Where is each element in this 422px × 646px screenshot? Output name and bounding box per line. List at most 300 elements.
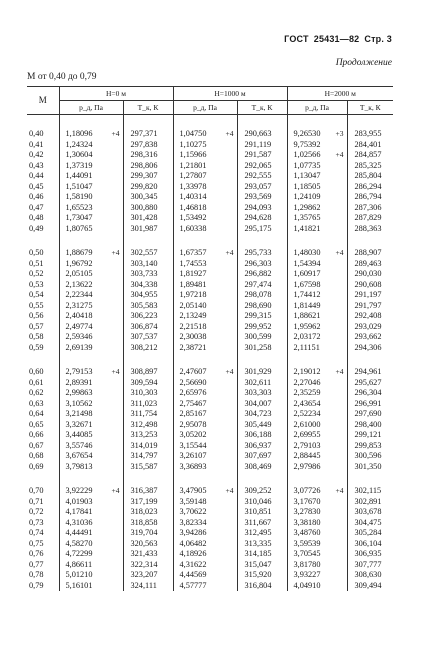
cell-pressure-h1000-value: 2,47607 (179, 367, 207, 376)
group-header-h1000: H=1000 м (173, 87, 287, 101)
cell-temp-h0 (123, 399, 173, 410)
cell-pressure-h0-value: 3,21498 (65, 409, 93, 418)
cell-pressure-h0 (59, 497, 123, 508)
cell-temp-h0-value: 318,858 (130, 517, 158, 527)
cell-temp-h0 (123, 322, 173, 333)
cell-temp-h1000-value: 306,188 (244, 430, 272, 439)
cell-pressure-h2000-value: 3,59539 (293, 538, 321, 548)
cell-temp-h2000 (347, 182, 393, 193)
col-header-p: p_д, Па (173, 101, 237, 115)
col-header-t: T_к, К (347, 101, 393, 115)
cell-mach (27, 192, 59, 203)
exponent-marker: +4 (335, 367, 344, 376)
cell-temp-h2000 (347, 539, 393, 550)
cell-pressure-h2000 (287, 367, 347, 378)
cell-mach (27, 430, 59, 441)
cell-temp-h2000 (347, 560, 393, 571)
cell-temp-h0-value: 310,303 (130, 388, 158, 397)
cell-temp-h0-value: 320,563 (130, 538, 158, 548)
cell-temp-h2000-value: 299,121 (354, 430, 382, 439)
cell-mach-value: 0,68 (29, 451, 44, 460)
table-row (27, 367, 393, 378)
cell-mach (27, 248, 59, 259)
cell-mach-value: 0,40 (29, 129, 44, 138)
exponent-marker: +4 (335, 248, 344, 257)
cell-mach (27, 129, 59, 140)
cell-pressure-h1000-value: 3,82334 (179, 517, 207, 527)
cell-pressure-h0-value: 2,22344 (65, 290, 93, 299)
cell-temp-h1000-value: 299,315 (244, 311, 272, 320)
cell-pressure-h2000 (287, 388, 347, 399)
cell-temp-h1000-value: 297,474 (244, 279, 272, 289)
cell-temp-h1000-value: 316,804 (244, 580, 272, 590)
table-row (27, 507, 393, 518)
cell-pressure-h2000 (287, 224, 347, 235)
cell-mach-value: 0,74 (29, 528, 44, 537)
cell-pressure-h2000 (287, 203, 347, 214)
col-header-t: T_к, К (237, 101, 287, 115)
cell-temp-h0 (123, 192, 173, 203)
cell-mach-value: 0,42 (29, 150, 44, 159)
cell-pressure-h2000-value: 1,74412 (293, 290, 321, 299)
cell-pressure-h1000 (173, 192, 237, 203)
cell-pressure-h0 (59, 332, 123, 343)
cell-temp-h1000-value: 312,495 (244, 528, 272, 537)
cell-mach (27, 259, 59, 270)
cell-pressure-h1000-value: 4,57777 (179, 580, 207, 590)
cell-temp-h2000-value: 288,907 (354, 248, 382, 257)
cell-pressure-h2000-value: 1,41821 (293, 223, 321, 233)
exponent-marker: +4 (335, 486, 344, 495)
cell-temp-h1000-value: 304,723 (244, 409, 272, 418)
cell-temp-h1000-value: 294,628 (244, 213, 272, 222)
cell-mach (27, 182, 59, 193)
cell-pressure-h0-value: 2,99863 (65, 388, 93, 397)
table-row (27, 539, 393, 550)
cell-temp-h0-value: 308,897 (130, 367, 158, 376)
cell-temp-h1000 (237, 539, 287, 550)
cell-temp-h1000-value: 303,303 (244, 388, 272, 397)
cell-temp-h1000 (237, 420, 287, 431)
cell-temp-h2000-value: 297,690 (354, 409, 382, 418)
cell-pressure-h0 (59, 528, 123, 539)
cell-pressure-h1000 (173, 549, 237, 560)
exponent-marker: +4 (225, 367, 234, 376)
cell-pressure-h0 (59, 486, 123, 497)
cell-pressure-h1000 (173, 388, 237, 399)
cell-temp-h1000 (237, 150, 287, 161)
cell-temp-h2000-value: 287,306 (354, 202, 382, 212)
cell-pressure-h0 (59, 507, 123, 518)
cell-pressure-h1000 (173, 462, 237, 473)
cell-pressure-h0-value: 2,89391 (65, 377, 93, 387)
cell-pressure-h0 (59, 301, 123, 312)
cell-pressure-h2000-value: 1,07735 (293, 160, 321, 170)
cell-pressure-h0-value: 2,31275 (65, 300, 93, 310)
cell-mach (27, 399, 59, 410)
cell-temp-h2000-value: 293,029 (354, 321, 382, 331)
cell-pressure-h0 (59, 322, 123, 333)
table-row (27, 203, 393, 214)
table-row (27, 497, 393, 508)
cell-pressure-h2000-value: 2,52234 (293, 409, 321, 418)
cell-temp-h0-value: 309,594 (130, 377, 158, 387)
cell-mach-value: 0,61 (29, 377, 44, 387)
cell-pressure-h1000-value: 3,05202 (179, 430, 207, 439)
cell-temp-h2000 (347, 570, 393, 581)
cell-temp-h0-value: 304,338 (130, 279, 158, 289)
cell-pressure-h0-value: 1,65523 (65, 202, 93, 212)
cell-temp-h0 (123, 248, 173, 259)
table-row (27, 224, 393, 235)
cell-pressure-h2000 (287, 570, 347, 581)
cell-pressure-h0-value: 3,92229 (65, 486, 93, 495)
cell-pressure-h2000 (287, 311, 347, 322)
cell-temp-h1000 (237, 486, 287, 497)
cell-pressure-h1000-value: 1,60338 (179, 223, 207, 233)
cell-temp-h2000 (347, 290, 393, 301)
cell-temp-h0-value: 303,140 (130, 258, 158, 268)
cell-pressure-h2000-value: 2,11151 (293, 342, 320, 352)
cell-temp-h0-value: 315,587 (130, 461, 158, 471)
cell-pressure-h0-value: 3,44085 (65, 430, 93, 439)
cell-temp-h0-value: 311,754 (130, 409, 158, 418)
cell-pressure-h1000-value: 1,53492 (179, 213, 207, 222)
cell-mach-value: 0,52 (29, 269, 44, 278)
cell-pressure-h0 (59, 518, 123, 529)
cell-temp-h1000 (237, 203, 287, 214)
cell-pressure-h0-value: 3,10562 (65, 398, 93, 408)
cell-mach (27, 367, 59, 378)
cell-temp-h2000 (347, 441, 393, 452)
cell-temp-h0 (123, 441, 173, 452)
cell-temp-h2000-value: 299,853 (354, 440, 382, 450)
cell-temp-h1000 (237, 213, 287, 224)
cell-temp-h1000-value: 313,335 (244, 538, 272, 548)
cell-pressure-h0-value: 1,73047 (65, 213, 93, 222)
cell-pressure-h2000-value: 2,79103 (293, 440, 321, 450)
table-row (27, 518, 393, 529)
cell-temp-h1000-value: 293,057 (244, 181, 272, 191)
cell-mach-value: 0,59 (29, 342, 44, 352)
cell-pressure-h1000-value: 2,95078 (179, 419, 207, 429)
range-label: М от 0,40 до 0,79 (27, 72, 97, 82)
cell-pressure-h2000-value: 2,69955 (293, 430, 321, 439)
cell-pressure-h2000-value: 9,75392 (293, 139, 321, 149)
cell-temp-h1000 (237, 462, 287, 473)
cell-temp-h0 (123, 332, 173, 343)
cell-pressure-h2000 (287, 420, 347, 431)
cell-pressure-h0 (59, 560, 123, 571)
cell-temp-h0-value: 301,428 (130, 213, 158, 222)
cell-temp-h0-value: 306,874 (130, 321, 158, 331)
cell-pressure-h1000-value: 2,65976 (179, 388, 207, 397)
cell-pressure-h0-value: 1,80765 (65, 223, 93, 233)
cell-mach (27, 343, 59, 354)
cell-temp-h1000 (237, 507, 287, 518)
cell-temp-h0-value: 312,498 (130, 419, 158, 429)
cell-temp-h0 (123, 280, 173, 291)
block-spacer (27, 472, 393, 486)
cell-mach (27, 420, 59, 431)
table-row (27, 343, 393, 354)
cell-pressure-h1000-value: 1,27807 (179, 171, 207, 180)
cell-pressure-h2000-value: 1,02566 (293, 150, 321, 159)
cell-pressure-h2000 (287, 280, 347, 291)
cell-temp-h1000-value: 311,667 (244, 517, 272, 527)
cell-temp-h2000-value: 295,627 (354, 377, 382, 387)
cell-temp-h1000 (237, 441, 287, 452)
cell-pressure-h1000-value: 1,67357 (179, 248, 207, 257)
cell-temp-h1000-value: 290,663 (244, 129, 272, 138)
cell-temp-h0 (123, 367, 173, 378)
cell-temp-h0 (123, 182, 173, 193)
cell-pressure-h2000 (287, 301, 347, 312)
cell-temp-h1000-value: 294,093 (244, 202, 272, 212)
cell-pressure-h1000-value: 2,75467 (179, 398, 207, 408)
table-row (27, 420, 393, 431)
cell-mach-value: 0,76 (29, 549, 44, 558)
cell-temp-h0 (123, 224, 173, 235)
cell-pressure-h2000 (287, 497, 347, 508)
cell-temp-h0 (123, 570, 173, 581)
cell-temp-h0 (123, 497, 173, 508)
table-row (27, 388, 393, 399)
cell-pressure-h1000 (173, 486, 237, 497)
cell-pressure-h2000-value: 2,35259 (293, 388, 321, 397)
cell-pressure-h0 (59, 570, 123, 581)
exponent-marker: +4 (111, 367, 120, 376)
cell-mach (27, 311, 59, 322)
cell-temp-h1000 (237, 140, 287, 151)
cell-temp-h2000-value: 291,197 (354, 290, 382, 299)
cell-pressure-h0-value: 1,51047 (65, 181, 93, 191)
cell-temp-h2000 (347, 528, 393, 539)
cell-pressure-h1000-value: 3,15544 (179, 440, 207, 450)
cell-mach (27, 388, 59, 399)
cell-pressure-h1000 (173, 213, 237, 224)
group-header-h2000: H=2000 м (287, 87, 393, 101)
cell-pressure-h0 (59, 388, 123, 399)
cell-pressure-h2000-value: 3,93227 (293, 570, 321, 579)
cell-pressure-h0 (59, 192, 123, 203)
cell-pressure-h2000 (287, 441, 347, 452)
cell-temp-h1000 (237, 388, 287, 399)
cell-temp-h2000 (347, 161, 393, 172)
cell-pressure-h0 (59, 161, 123, 172)
cell-temp-h2000-value: 290,608 (354, 279, 382, 289)
col-header-t: T_к, К (123, 101, 173, 115)
cell-mach (27, 280, 59, 291)
table-row (27, 486, 393, 497)
cell-temp-h0 (123, 269, 173, 280)
cell-pressure-h1000-value: 2,30038 (179, 332, 207, 341)
cell-temp-h2000-value: 285,325 (354, 160, 382, 170)
cell-pressure-h0 (59, 581, 123, 592)
cell-mach-value: 0,66 (29, 430, 44, 439)
cell-mach (27, 581, 59, 592)
cell-pressure-h2000 (287, 581, 347, 592)
cell-pressure-h1000 (173, 378, 237, 389)
cell-temp-h0-value: 316,387 (130, 486, 158, 495)
cell-pressure-h0-value: 3,79813 (65, 461, 93, 471)
exponent-marker: +4 (225, 486, 234, 495)
cell-pressure-h0-value: 1,30604 (65, 150, 93, 159)
cell-temp-h0 (123, 486, 173, 497)
cell-mach (27, 409, 59, 420)
cell-pressure-h1000 (173, 367, 237, 378)
cell-pressure-h1000 (173, 343, 237, 354)
cell-pressure-h0 (59, 224, 123, 235)
exponent-marker: +4 (111, 248, 120, 257)
cell-mach-value: 0,45 (29, 181, 44, 191)
cell-pressure-h0 (59, 213, 123, 224)
cell-mach-value: 0,78 (29, 570, 44, 579)
cell-mach (27, 507, 59, 518)
cell-pressure-h1000-value: 3,26107 (179, 451, 207, 460)
cell-pressure-h0-value: 3,55746 (65, 440, 93, 450)
cell-pressure-h2000 (287, 409, 347, 420)
cell-pressure-h0-value: 4,58270 (65, 538, 93, 548)
cell-temp-h1000 (237, 451, 287, 462)
cell-temp-h0 (123, 430, 173, 441)
table-row (27, 560, 393, 571)
cell-temp-h2000-value: 303,678 (354, 507, 382, 516)
cell-pressure-h1000 (173, 507, 237, 518)
cell-temp-h1000 (237, 409, 287, 420)
cell-temp-h0 (123, 129, 173, 140)
cell-pressure-h2000-value: 1,13047 (293, 171, 321, 180)
cell-pressure-h2000-value: 2,97986 (293, 461, 321, 471)
table-row (27, 311, 393, 322)
cell-pressure-h2000 (287, 259, 347, 270)
cell-mach (27, 549, 59, 560)
exponent-marker: +3 (335, 129, 344, 138)
cell-temp-h0 (123, 409, 173, 420)
cell-pressure-h2000 (287, 343, 347, 354)
cell-temp-h1000 (237, 518, 287, 529)
cell-mach (27, 462, 59, 473)
cell-pressure-h2000 (287, 269, 347, 280)
cell-temp-h2000 (347, 301, 393, 312)
cell-mach-value: 0,72 (29, 507, 44, 516)
table-row (27, 332, 393, 343)
cell-pressure-h0 (59, 269, 123, 280)
cell-mach-value: 0,73 (29, 517, 44, 527)
col-header-p: p_д, Па (287, 101, 347, 115)
cell-pressure-h0-value: 4,72299 (65, 549, 93, 558)
cell-pressure-h1000-value: 4,44569 (179, 570, 207, 579)
cell-mach-value: 0,41 (29, 139, 44, 149)
cell-temp-h1000 (237, 560, 287, 571)
cell-pressure-h1000-value: 1,97218 (179, 290, 207, 299)
cell-pressure-h1000-value: 1,15966 (179, 150, 207, 159)
cell-pressure-h2000 (287, 451, 347, 462)
cell-temp-h1000-value: 310,046 (244, 496, 272, 506)
cell-pressure-h1000-value: 3,59148 (179, 496, 207, 506)
cell-pressure-h0-value: 1,88679 (65, 248, 93, 257)
cell-mach (27, 332, 59, 343)
cell-temp-h0 (123, 203, 173, 214)
cell-pressure-h1000 (173, 269, 237, 280)
cell-pressure-h2000 (287, 549, 347, 560)
cell-pressure-h0 (59, 420, 123, 431)
cell-pressure-h0 (59, 280, 123, 291)
cell-temp-h2000 (347, 409, 393, 420)
cell-temp-h1000 (237, 497, 287, 508)
cell-pressure-h0 (59, 549, 123, 560)
cell-temp-h2000-value: 309,494 (354, 580, 382, 590)
cell-mach (27, 497, 59, 508)
cell-pressure-h0-value: 2,69139 (65, 342, 93, 352)
cell-pressure-h1000-value: 3,36893 (179, 461, 207, 471)
cell-pressure-h1000 (173, 129, 237, 140)
cell-pressure-h1000 (173, 497, 237, 508)
cell-temp-h1000-value: 309,252 (244, 486, 272, 495)
cell-pressure-h2000 (287, 150, 347, 161)
cell-temp-h2000 (347, 213, 393, 224)
cell-temp-h1000-value: 296,303 (244, 258, 272, 268)
cell-temp-h2000-value: 290,030 (354, 269, 382, 278)
block-spacer (27, 115, 393, 130)
table-body (27, 115, 393, 592)
cell-temp-h2000 (347, 259, 393, 270)
block-spacer (27, 353, 393, 367)
page-header (279, 34, 392, 44)
cell-pressure-h2000 (287, 182, 347, 193)
cell-temp-h0-value: 311,023 (130, 398, 158, 408)
cell-mach-value: 0,60 (29, 367, 44, 376)
cell-pressure-h2000-value: 1,35765 (293, 213, 321, 222)
cell-pressure-h2000 (287, 399, 347, 410)
cell-temp-h1000-value: 292,065 (244, 160, 272, 170)
cell-temp-h1000-value: 305,449 (244, 419, 272, 429)
cell-pressure-h1000 (173, 528, 237, 539)
cell-temp-h0-value: 300,880 (130, 202, 158, 212)
cell-pressure-h1000-value: 1,40314 (179, 192, 207, 201)
cell-pressure-h2000-value: 3,81780 (293, 559, 321, 569)
cell-temp-h1000 (237, 290, 287, 301)
cell-mach-value: 0,44 (29, 171, 44, 180)
cell-mach (27, 441, 59, 452)
cell-temp-h2000 (347, 322, 393, 333)
table-row (27, 129, 393, 140)
atmosphere-table (27, 86, 393, 591)
cell-pressure-h0-value: 2,13622 (65, 279, 93, 289)
col-header-m: М (27, 87, 59, 115)
cell-mach-value: 0,49 (29, 223, 44, 233)
cell-pressure-h0 (59, 248, 123, 259)
cell-temp-h1000 (237, 343, 287, 354)
cell-pressure-h0-value: 2,40418 (65, 311, 93, 320)
cell-pressure-h0-value: 5,16101 (65, 580, 93, 590)
cell-pressure-h1000 (173, 409, 237, 420)
cell-mach (27, 451, 59, 462)
cell-temp-h0-value: 297,838 (130, 139, 158, 149)
cell-pressure-h1000 (173, 441, 237, 452)
cell-temp-h1000 (237, 399, 287, 410)
cell-pressure-h2000-value: 1,54394 (293, 258, 321, 268)
table-row (27, 528, 393, 539)
cell-mach-value: 0,79 (29, 580, 44, 590)
cell-temp-h0 (123, 528, 173, 539)
block-spacer (27, 234, 393, 248)
cell-mach-value: 0,46 (29, 192, 44, 201)
cell-mach (27, 213, 59, 224)
cell-pressure-h2000-value: 1,18505 (293, 181, 321, 191)
table-row (27, 581, 393, 592)
cell-pressure-h0-value: 4,86611 (65, 559, 93, 569)
